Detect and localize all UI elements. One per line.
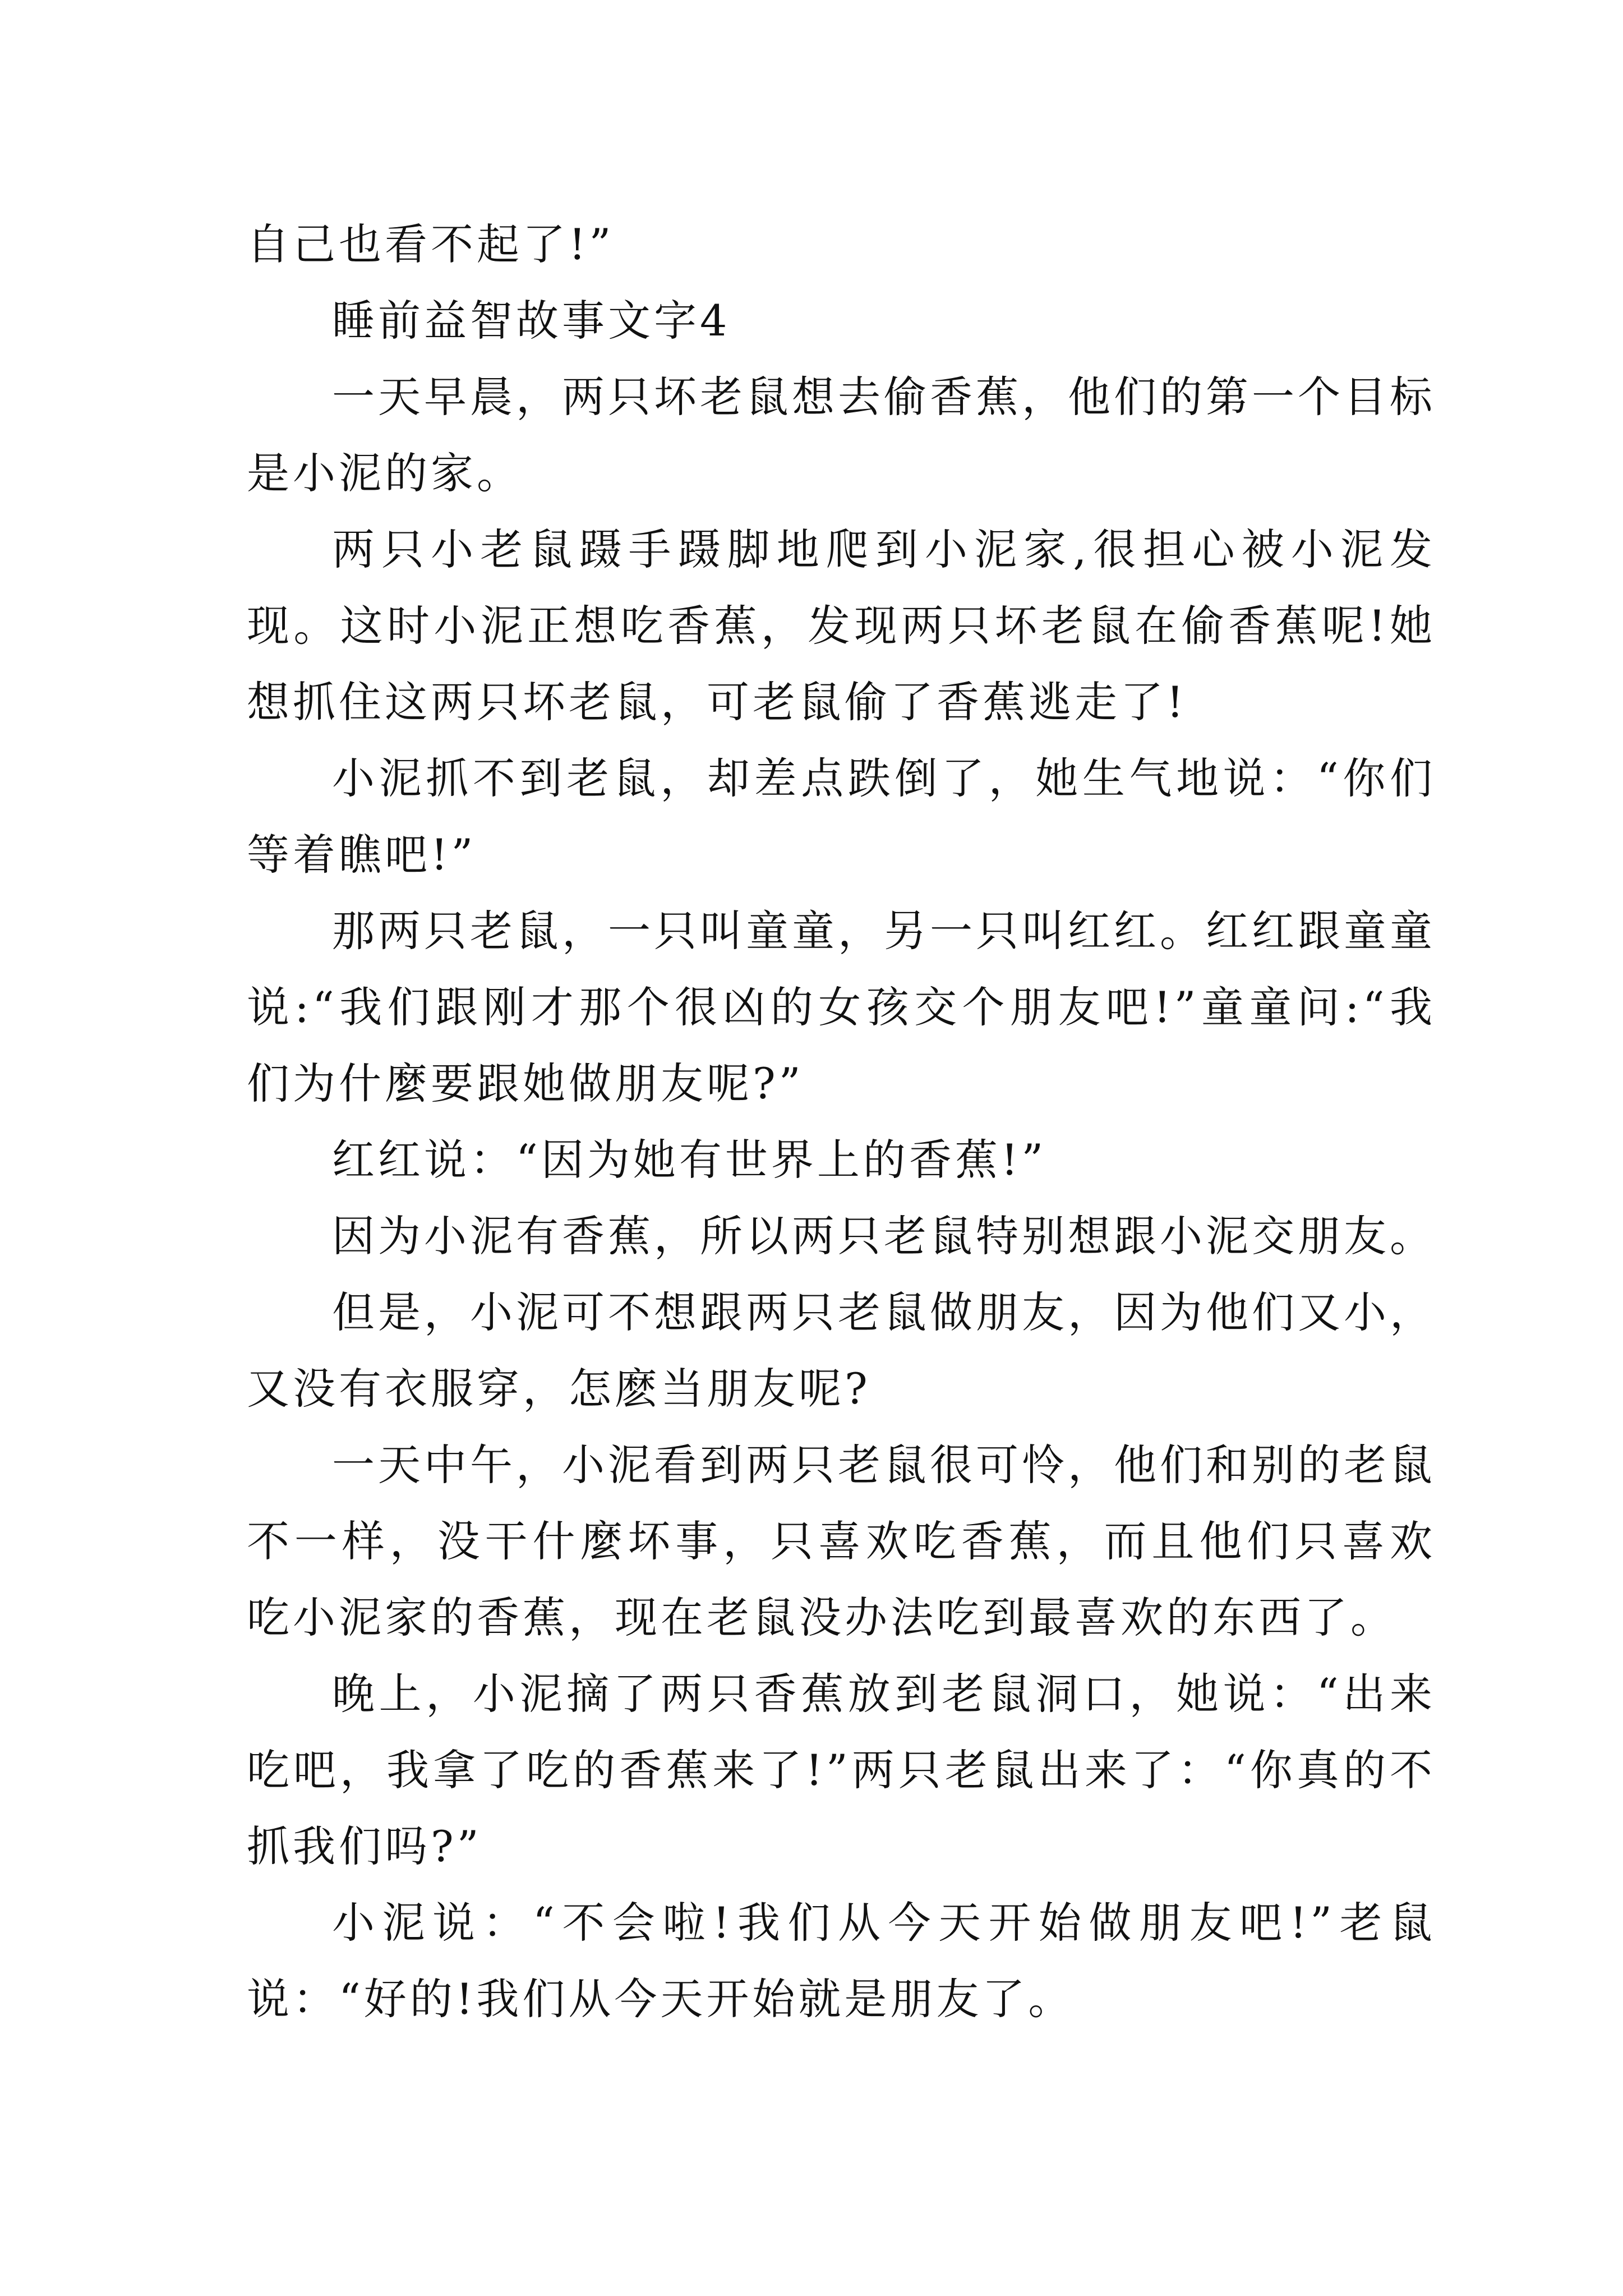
paragraph: 小泥抓不到老鼠，却差点跌倒了，她生气地说：“你们等着瞧吧!”: [247, 753, 1436, 880]
paragraph: 小泥说：“不会啦!我们从今天开始做朋友吧!”老鼠说：“好的!我们从今天开始就是朋友了。: [247, 1898, 1436, 2024]
story-heading: 睡前益智故事文字4: [332, 296, 731, 346]
paragraph-continuation: 自己也看不起了!”: [247, 219, 615, 269]
paragraph: 一天早晨，两只坏老鼠想去偷香蕉，他们的第一个目标是小泥的家。: [247, 372, 1436, 498]
paragraph: 红红说：“因为她有世界上的香蕉!”: [332, 1135, 1047, 1185]
story-text: [247, 206, 1436, 2037]
paragraph: 两只小老鼠蹑手蹑脚地爬到小泥家,很担心被小泥发现。这时小泥正想吃香蕉，发现两只坏老鼠在偷香蕉呢!她想抓住这两只坏老鼠，可老鼠偷了香蕉逃走了!: [247, 524, 1436, 727]
paragraph: 因为小泥有香蕉，所以两只老鼠特别想跟小泥交朋友。: [332, 1211, 1436, 1261]
paragraph: 晚上，小泥摘了两只香蕉放到老鼠洞口，她说：“出来吃吧，我拿了吃的香蕉来了!”两只老鼠出来了：“你真的不抓我们吗?”: [247, 1669, 1436, 1871]
paragraph: 一天中午，小泥看到两只老鼠很可怜，他们和别的老鼠不一样，没干什麼坏事，只喜欢吃香蕉，而且他们只喜欢吃小泥家的香蕉，现在老鼠没办法吃到最喜欢的东西了。: [247, 1440, 1436, 1642]
paragraph: 那两只老鼠，一只叫童童，另一只叫红红。红红跟童童说:“我们跟刚才那个很凶的女孩交个朋友吧!”童童问:“我们为什麼要跟她做朋友呢?”: [247, 906, 1436, 1108]
paragraph: 但是，小泥可不想跟两只老鼠做朋友，因为他们又小，又没有衣服穿，怎麽当朋友呢?: [247, 1287, 1436, 1414]
